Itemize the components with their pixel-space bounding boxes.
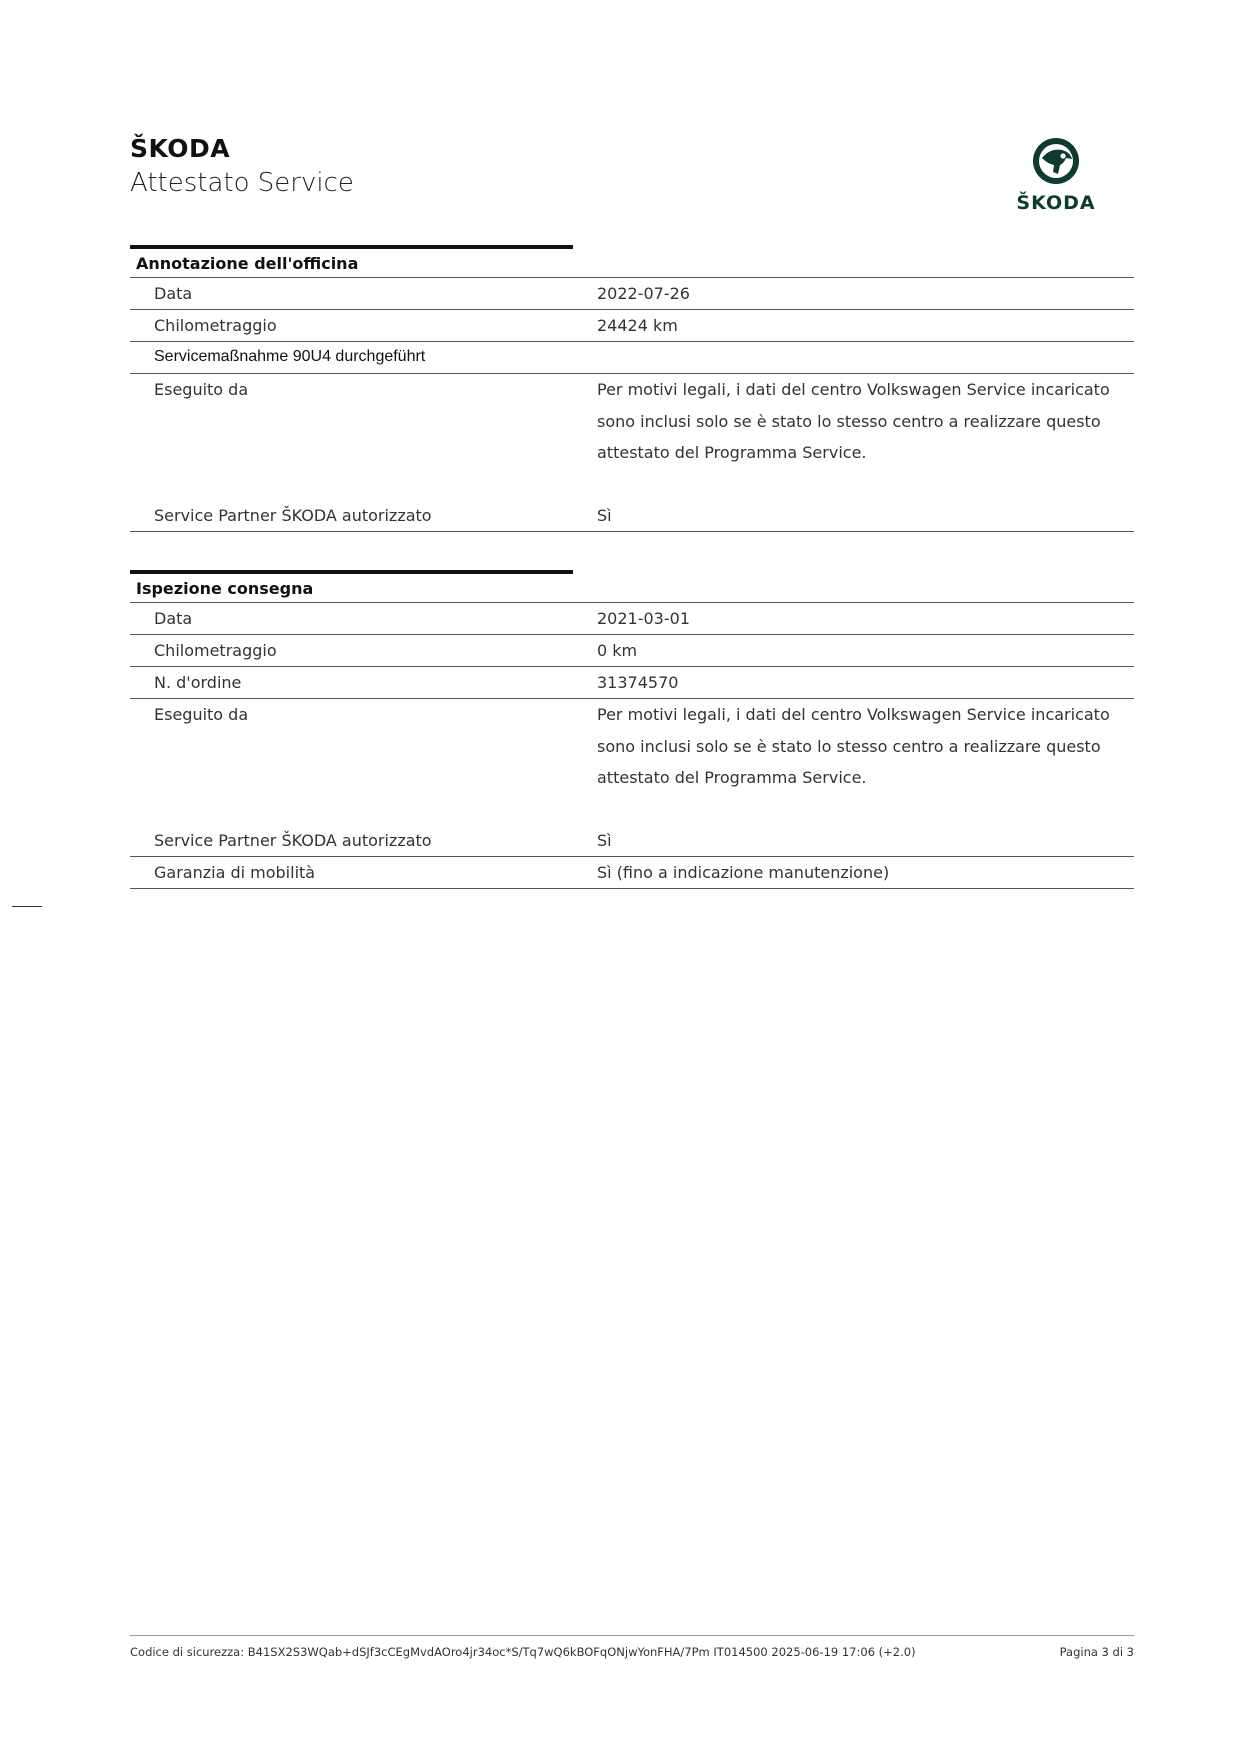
table-row-date <box>130 278 1134 310</box>
section-header <box>130 245 1134 278</box>
row-label: Garanzia di mobilità <box>154 863 316 882</box>
row-value: 2022-07-26 <box>597 284 690 303</box>
row-value: 0 km <box>597 641 638 660</box>
table-row-authorized-partner <box>130 500 1134 532</box>
row-value: 24424 km <box>597 316 678 335</box>
table-row-authorized-partner <box>130 825 1134 857</box>
table-row-performed-by <box>130 374 1134 500</box>
row-value: Sì (fino a indicazione manutenzione) <box>597 863 890 882</box>
page-title: Attestato Service <box>130 168 354 198</box>
table-row-mileage <box>130 310 1134 342</box>
skoda-logo <box>1000 136 1112 216</box>
row-label: Servicemaßnahme 90U4 durchgeführt <box>154 348 426 365</box>
table-row-mileage <box>130 635 1134 667</box>
row-value: Per motivi legali, i dati del centro Volkswagen Service incaricato sono inclusi solo se è stato lo stesso centro a realizzare questo attestato del Programma Service. <box>597 705 1110 787</box>
row-label: Eseguito da <box>154 705 249 724</box>
table-row-service-action <box>130 342 1134 374</box>
row-value: Per motivi legali, i dati del centro Volkswagen Service incaricato sono inclusi solo se è stato lo stesso centro a realizzare questo attestato del Programma Service. <box>597 380 1110 462</box>
row-value: Sì <box>597 506 612 525</box>
section-header <box>130 570 1134 603</box>
section-title: Annotazione dell'officina <box>136 254 359 273</box>
row-label: Data <box>154 284 193 303</box>
row-label: Service Partner ŠKODA autorizzato <box>154 831 432 850</box>
table-row-date <box>130 603 1134 635</box>
section-workshop-note <box>130 245 1134 532</box>
logo-wordmark: ŠKODA <box>1016 192 1096 214</box>
table-row-performed-by <box>130 699 1134 825</box>
row-label: Chilometraggio <box>154 316 277 335</box>
row-label: Chilometraggio <box>154 641 277 660</box>
row-label: Service Partner ŠKODA autorizzato <box>154 506 432 525</box>
table-row-order-number <box>130 667 1134 699</box>
row-value: Sì <box>597 831 612 850</box>
page-number: Pagina 3 di 3 <box>1059 1645 1134 1659</box>
row-label: N. d'ordine <box>154 673 242 692</box>
row-label: Eseguito da <box>154 380 249 399</box>
row-value: 2021-03-01 <box>597 609 690 628</box>
skoda-winged-arrow-icon <box>1000 136 1112 192</box>
section-accent-bar <box>130 245 573 249</box>
section-delivery-inspection <box>130 570 1134 889</box>
brand-name: ŠKODA <box>130 134 231 163</box>
security-code: Codice di sicurezza: B41SX2S3WQab+dSJf3cCEgMvdAOro4jr34oc*S/Tq7wQ6kBOFqONjwYonFHA/7Pm IT014500 2025-06-19 17:06 (+2.0) <box>130 1645 916 1659</box>
section-title: Ispezione consegna <box>136 579 314 598</box>
page-footer <box>130 1635 1134 1659</box>
row-value: 31374570 <box>597 673 679 692</box>
row-label: Data <box>154 609 193 628</box>
section-accent-bar <box>130 570 573 574</box>
margin-fold-mark <box>12 906 42 907</box>
table-row-mobility-guarantee <box>130 857 1134 889</box>
